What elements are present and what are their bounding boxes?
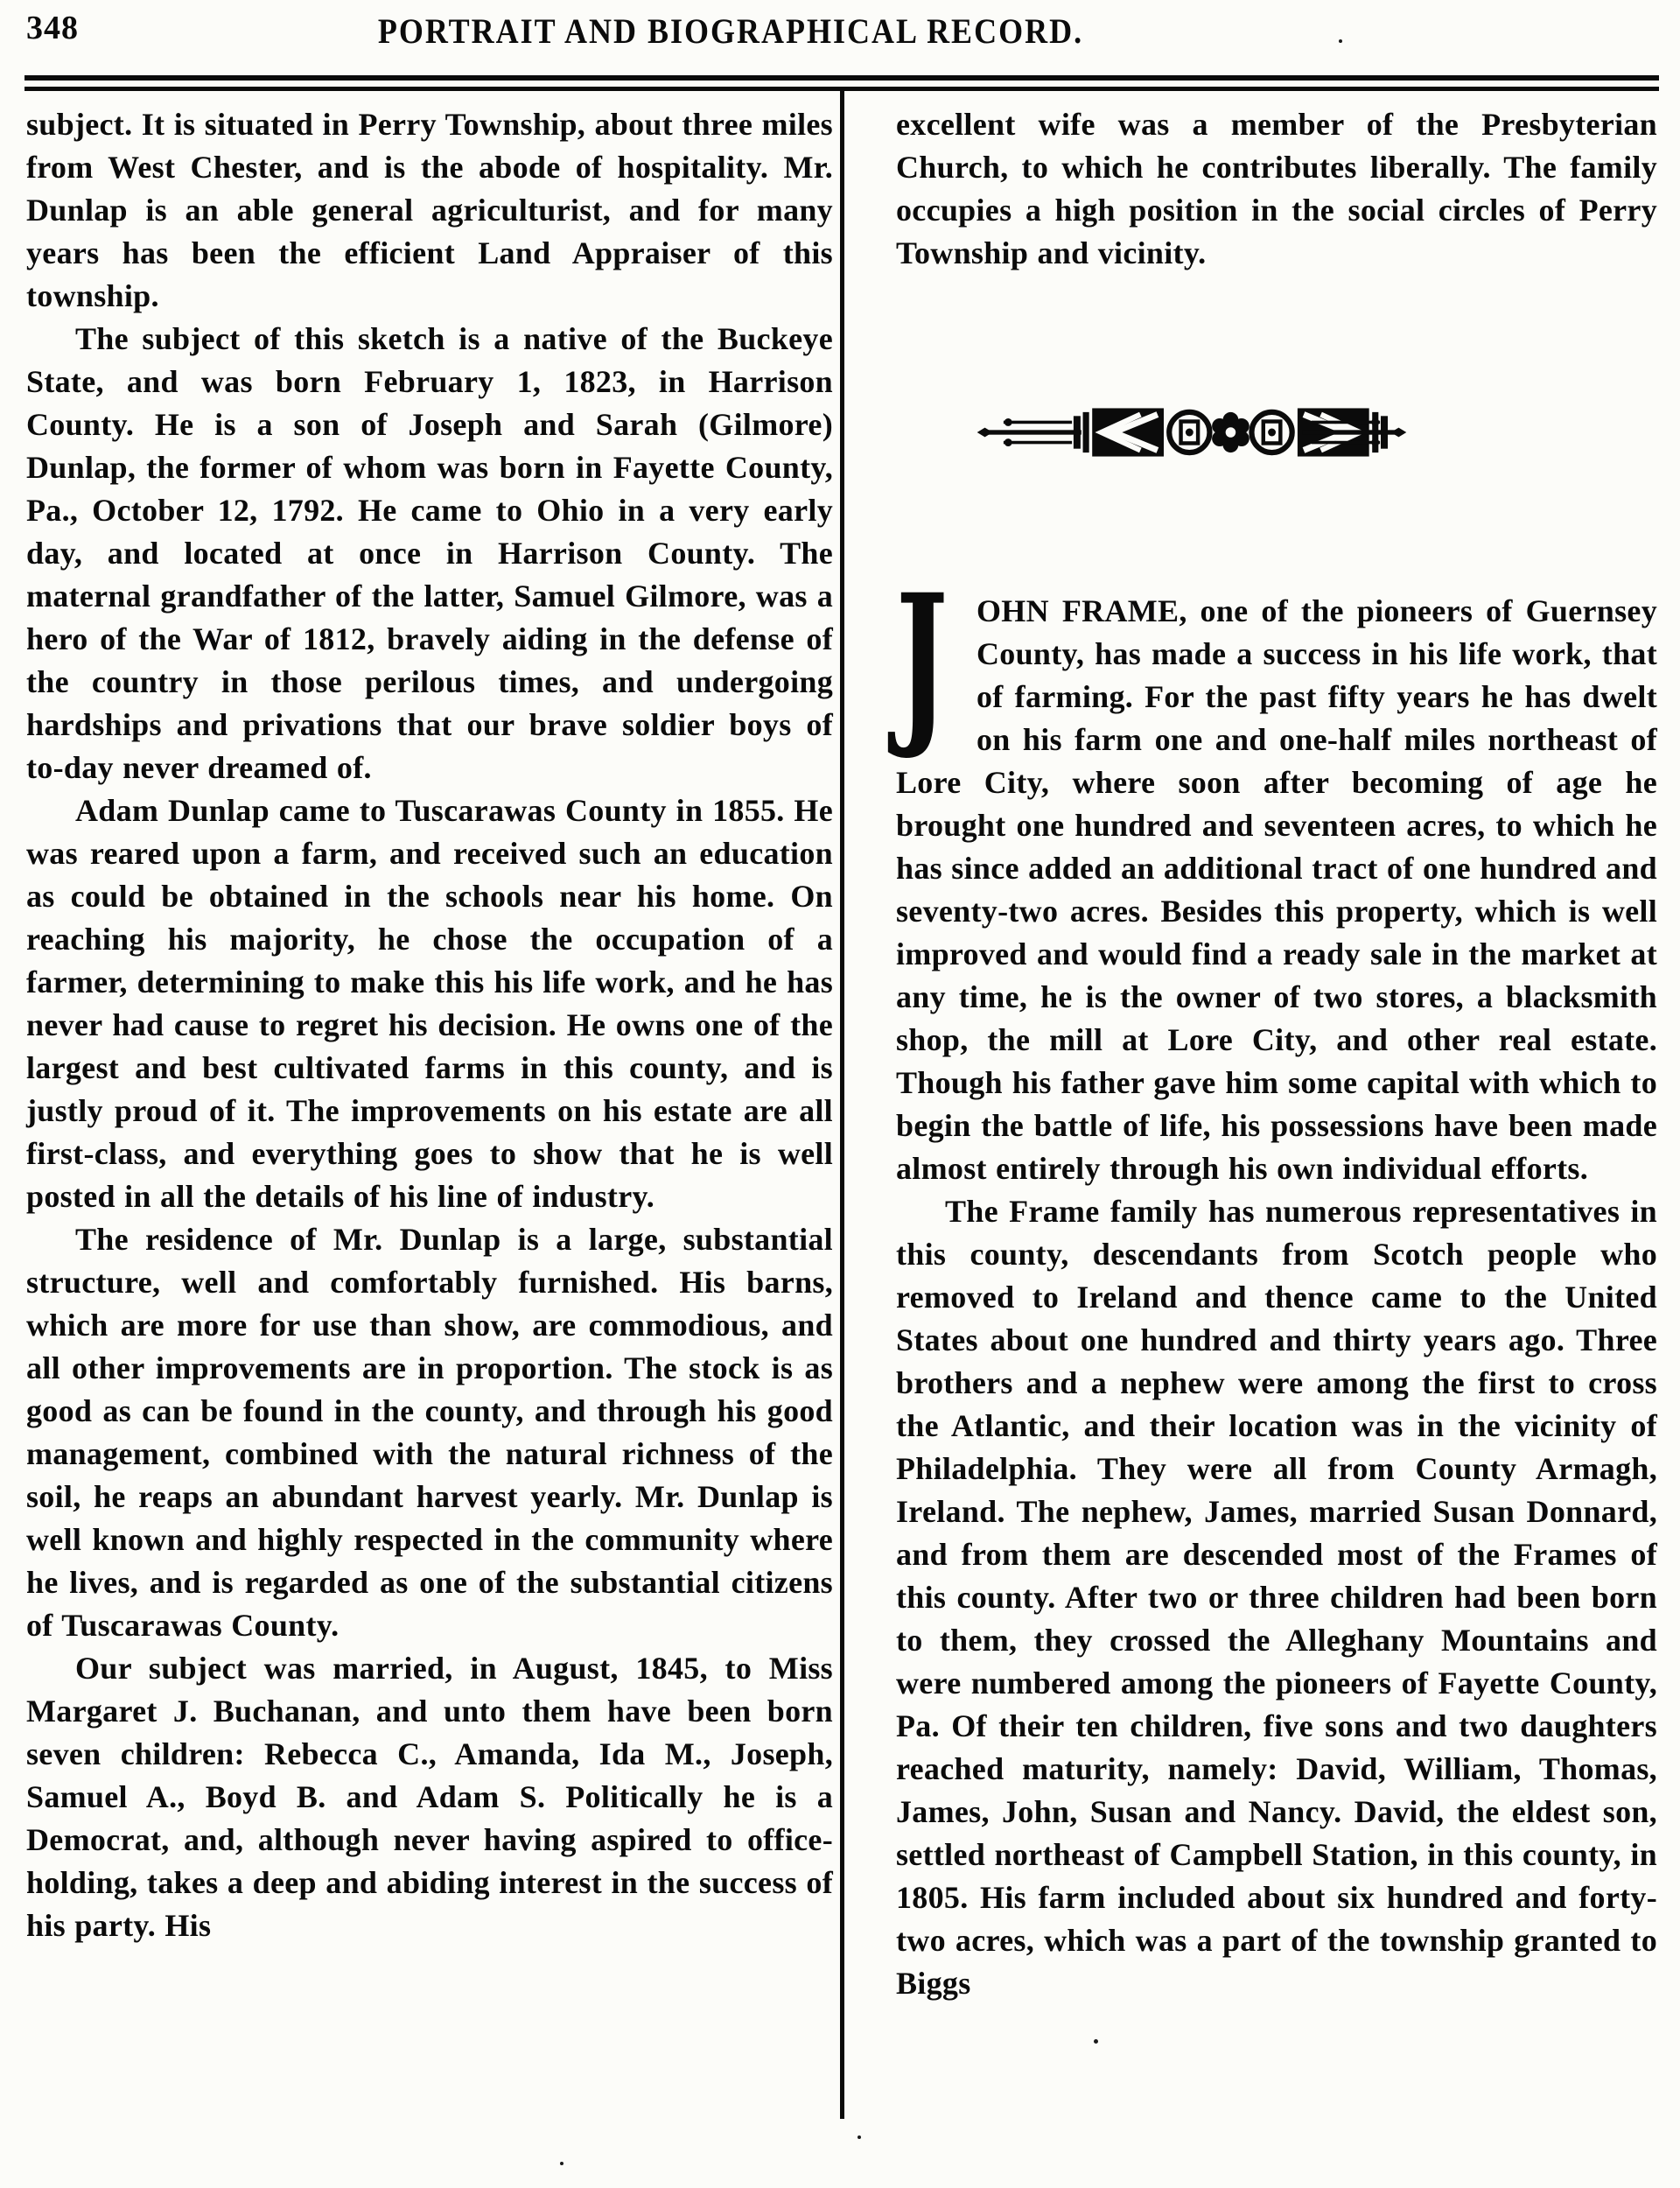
scan-speck	[1094, 2039, 1098, 2044]
paragraph: The residence of Mr. Dunlap is a large, substantial structure, well and comfortably furnished. His barns, which are more for use than show, are commodious, and all other improvements are in proportion. The stock is as good as can be found in the county, and through his good management, combined with the natural richness of the soil, he reaps an abundant harvest yearly. Mr. Dunlap is well known and highly respected in the community where he lives, and is regarded as one of the substantial citizens of Tuscarawas County.	[26, 1222, 833, 1643]
article-opening-paragraph	[896, 555, 1657, 1190]
scan-speck	[560, 2162, 564, 2165]
drop-cap-letter: J	[896, 555, 948, 763]
left-column	[26, 103, 833, 2188]
paragraph: Adam Dunlap came to Tuscarawas County in 1855. He was reared upon a farm, and received such an education as could be obtained in the schools near his home. On reaching his majority, he chose the occupation of a farmer, determining to make this his life work, and he has never had cause to regret his decision. He owns one of the largest and best cultivated farms in this county, and is justly proud of it. The improvements on his estate are all first-class, and everything goes to show that he is well posted in all the details of his line of industry.	[26, 793, 833, 1214]
scan-speck	[858, 2135, 861, 2139]
paragraph: The Frame family has numerous representatives in this county, descendants from Scotch people who removed to Ireland and thence came to the United States about one hundred and thirty years ago. Three brothers and a nephew were among the first to cross the Atlantic, and their location was in the vicinity of Philadelphia. They were all from County Armagh, Ireland. The nephew, James, married Susan Donnard, and from them are descended most of the Frames of this county. After two or three children had been born to them, they crossed the Alleghany Mountains and were numbered among the pioneers of Fayette County, Pa. Of their ten children, five sons and two daughters reached maturity, namely: David, William, Thomas, James, John, Susan and Nancy. David, the eldest son, settled northeast of Campbell Station, in this county, in 1805. His farm included about six hundred and forty-two acres, which was a part of the township granted to Biggs	[896, 1194, 1657, 2001]
right-column	[896, 103, 1657, 2188]
section-divider-ornament	[973, 397, 1410, 467]
paragraph-continuation: subject. It is situated in Perry Township, about three miles from West Chester, and is the abode of hospitality. Mr. Dunlap is an able general agriculturist, and for many years has been the efficient Land Appraiser of this township.	[26, 107, 833, 313]
scan-speck	[1339, 39, 1342, 43]
drop-cap	[896, 555, 976, 763]
paragraph-continuation: excellent wife was a member of the Presbyterian Church, to which he contributes liberally. The family occupies a high position in the social circles of Perry Township and vicinity.	[896, 107, 1657, 270]
paragraph: Our subject was married, in August, 1845, to Miss Margaret J. Buchanan, and unto them have been born seven children: Rebecca C., Amanda, Ida M., Joseph, Samuel A., Boyd B. and Adam S. Politically he is a Democrat, and, although never having aspired to office-holding, takes a deep and abiding interest in the success of his party. His	[26, 1651, 833, 1943]
paragraph: The subject of this sketch is a native of the Buckeye State, and was born February 1, 1823, in Harrison County. He is a son of Joseph and Sarah (Gilmore) Dunlap, the former of whom was born in Fayette County, Pa., October 12, 1792. He came to Ohio in a very early day, and located at once in Harrison County. The maternal grandfather of the latter, Samuel Gilmore, was a hero of the War of 1812, bravely aiding in the defense of the country in those perilous times, and undergoing hardships and privations that our brave soldier boys of to-day never dreamed of.	[26, 321, 833, 785]
article-opening-text: OHN FRAME, one of the pioneers of Guernsey County, has made a success in his life work, that of farming. For the past fifty years he has dwelt on his farm one and one-half miles northeast of Lore City, where soon after becoming of age he brought one hundred and seventeen acres, to which he has since added an additional tract of one hundred and seventy-two acres. Besides this property, which is well improved and would find a ready sale in the market at any time, he is the owner of two stores, a blacksmith shop, the mill at Lore City, and other real estate. Though his father gave him some capital with which to begin the battle of life, his possessions have been made almost entirely through his own individual efforts.	[896, 593, 1657, 1186]
page-number: 348	[26, 10, 79, 46]
running-title: PORTRAIT AND BIOGRAPHICAL RECORD.	[377, 11, 1084, 51]
text-columns	[26, 103, 1657, 2188]
john-frame-article	[896, 555, 1657, 2005]
